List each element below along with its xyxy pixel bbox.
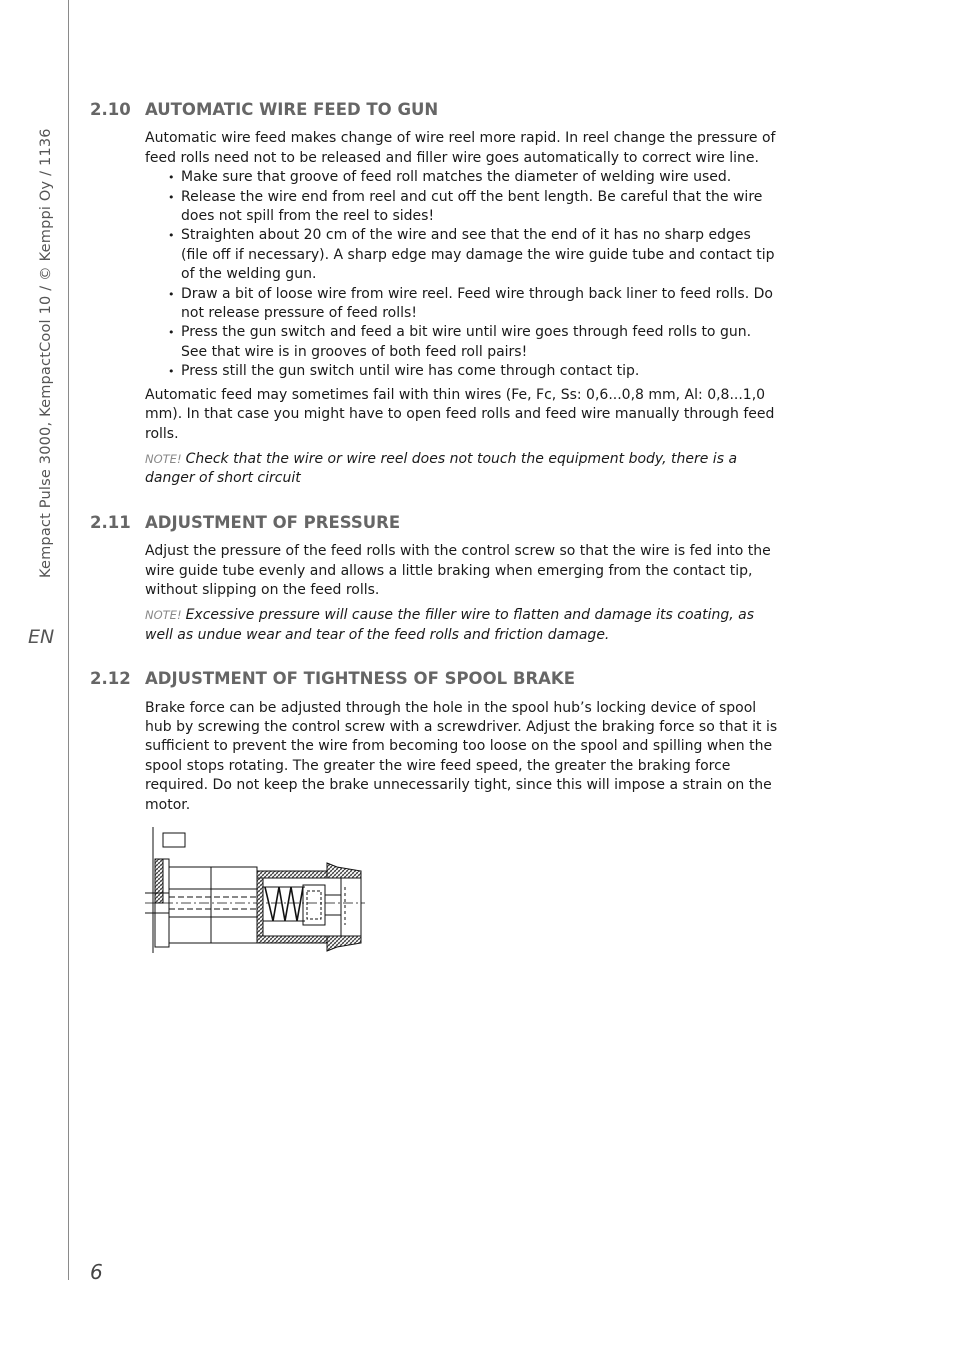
section-number: 2.11 bbox=[90, 512, 131, 532]
language-marker: EN bbox=[28, 626, 55, 648]
list-item: • Draw a bit of loose wire from wire reel. Feed wire through back liner to feed rolls. Do not release pressure of feed rolls! bbox=[181, 285, 780, 324]
list-item: • Press still the gun switch until wire has come through contact tip. bbox=[181, 362, 780, 381]
note-text: Check that the wire or wire reel does not touch the equipment body, there is a danger of short circuit bbox=[145, 450, 738, 487]
list-item: • Release the wire end from reel and cut off the bent length. Be careful that the wire does not spill from the reel to sides! bbox=[181, 188, 780, 227]
spool-hub-drawing bbox=[145, 825, 375, 955]
paragraph: Automatic feed may sometimes fail with thin wires (Fe, Fc, Ss: 0,6...0,8 mm, Al: 0,8...1,0 mm). In that case you might have to open feed rolls and feed wire manually through feed rolls. bbox=[145, 386, 775, 442]
margin-rule bbox=[68, 0, 69, 1280]
note-label: NOTE! bbox=[145, 451, 182, 466]
list-item: • Straighten about 20 cm of the wire and see that the end of it has no sharp edges (file off if necessary). A sharp edge may damage the wire guide tube and contact tip of the welding gun. bbox=[181, 226, 780, 284]
section-heading bbox=[90, 669, 780, 688]
section-title: AUTOMATIC WIRE FEED TO GUN bbox=[145, 100, 439, 119]
spool-brake-diagram bbox=[145, 825, 780, 961]
section-2-11 bbox=[90, 513, 780, 645]
note-label: NOTE! bbox=[145, 608, 182, 623]
paragraph: Adjust the pressure of the feed rolls with the control screw so that the wire is fed into the wire guide tube evenly and allows a little braking when emerging from the contact tip, without slipping on the feed rolls. bbox=[145, 543, 771, 598]
section-heading bbox=[90, 513, 780, 532]
note bbox=[145, 450, 780, 489]
section-title: ADJUSTMENT OF PRESSURE bbox=[145, 512, 401, 532]
section-heading bbox=[90, 100, 780, 119]
sidebar-document-title: Kempact Pulse 3000, KempactCool 10 / © Kemppi Oy / 1136 bbox=[38, 128, 54, 578]
page-content bbox=[90, 100, 780, 985]
section-body bbox=[145, 699, 780, 815]
note bbox=[145, 606, 780, 645]
note-text: Excessive pressure will cause the filler wire to flatten and damage its coating, as well as undue wear and tear of the feed rolls and friction damage. bbox=[145, 607, 755, 643]
section-body bbox=[145, 542, 780, 645]
list-item: • Press the gun switch and feed a bit wire until wire goes through feed rolls to gun. See that wire is in grooves of both feed roll pairs! bbox=[181, 323, 780, 362]
section-title: ADJUSTMENT OF TIGHTNESS OF SPOOL BRAKE bbox=[145, 669, 575, 689]
paragraph: Brake force can be adjusted through the hole in the spool hub’s locking device of spool hub by screwing the control screw with a screwdriver. Adjust the braking force so that it is sufficient to prevent the wire from becoming too loose on the spool and spilling when the spool stops rotating. The greater the wire feed speed, the greater the braking force required. Do not keep the brake unnecessarily tight, since this will impose a strain on the motor. bbox=[145, 699, 778, 813]
bullet-list bbox=[145, 168, 780, 381]
paragraph: Automatic wire feed makes change of wire reel more rapid. In reel change the pressure of feed rolls need not to be released and filler wire goes automatically to correct wire line. bbox=[145, 130, 776, 166]
section-number: 2.10 bbox=[90, 100, 131, 119]
section-number: 2.12 bbox=[90, 669, 131, 689]
section-2-12 bbox=[90, 669, 780, 961]
list-item: • Make sure that groove of feed roll matches the diameter of welding wire used. bbox=[181, 168, 780, 187]
section-2-10 bbox=[90, 100, 780, 489]
page-number: 6 bbox=[90, 1260, 103, 1284]
section-body bbox=[145, 129, 780, 488]
